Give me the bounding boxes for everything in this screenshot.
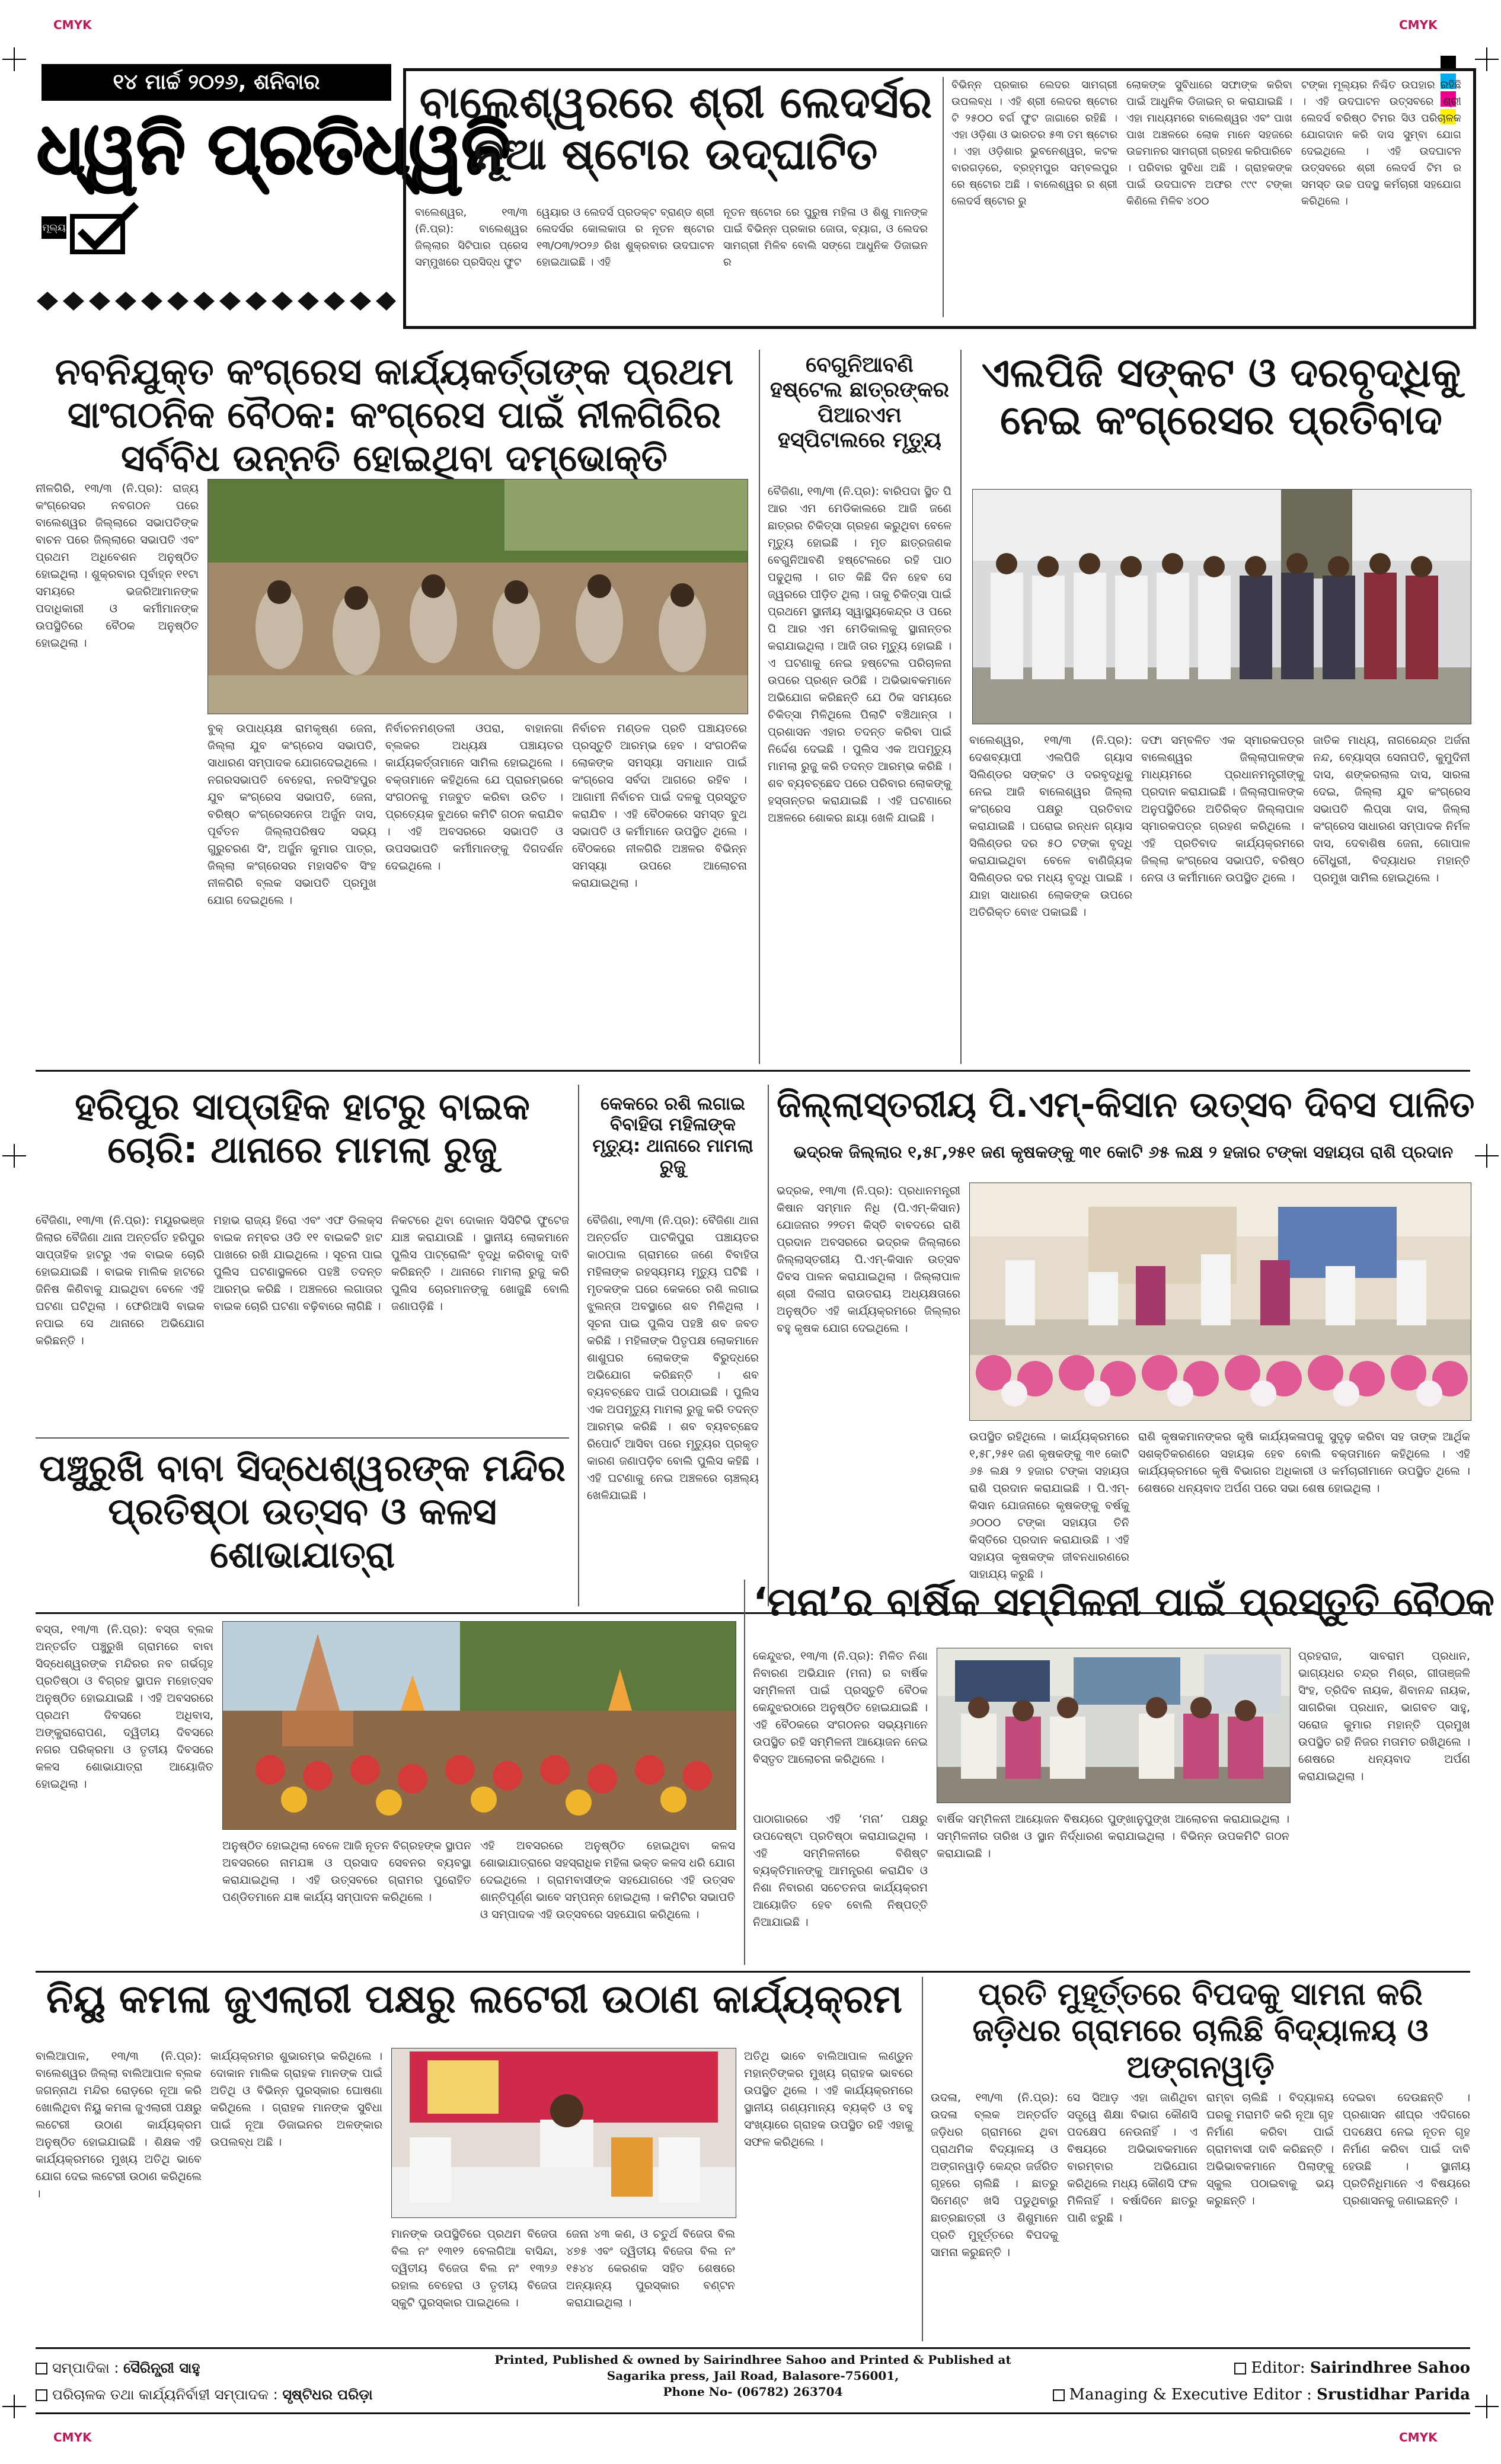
story9-col: ପାଠାଗାରରେ ଏହି ‘ମନା’ ପକ୍ଷରୁ ଉପଦେଷ୍ଟା ପ୍ରତିଷ୍ଠା କରାଯାଇଥିଲା । ଏହି ସମ୍ମିଳନୀରେ ବିଶିଷ୍ଟ ବ୍ୟକ୍ତିମାନଙ୍କୁ ଆମନ୍ତ୍ରଣ କରାଯିବ ଓ ନିଶା ନିବାରଣ ସଚେତନତା କାର୍ଯ୍ୟକ୍ରମ ଆୟୋଜିତ ହେବ ବୋଲି ନିଷ୍ପତ୍ତି ନିଆଯାଇଛି ।	[753, 1813, 928, 1929]
registration-mark	[2, 47, 26, 71]
column-rule	[578, 1085, 579, 1606]
story4-col: ଦଫା ସମ୍ବଳିତ ଏକ ସ୍ମାରକପତ୍ର ବାଲେଶ୍ୱର ଜିଲ୍ଲାପାଳଙ୍କ ମାଧ୍ୟମରେ ପ୍ରଧାନମନ୍ତ୍ରୀଙ୍କୁ ପ୍ରଦାନ କରାଯାଇଛି । ଜିଲ୍ଲାପାଳଙ୍କ ଅନୁପସ୍ଥିତିରେ ଅତିରିକ୍ତ ଜିଲ୍ଲାପାଳ ସ୍ମାରକପତ୍ର ଗ୍ରହଣ କରିଥିଲେ । ଏହି ପ୍ରତିବାଦ କାର୍ଯ୍ୟକ୍ରମରେ ଜିଲ୍ଲା କଂଗ୍ରେସ ସଭାପତି, ବରିଷ୍ଠ ନେତା ଓ କର୍ମୀମାନେ ଉପସ୍ଥିତ ଥିଲେ ।	[1141, 734, 1304, 884]
story11-col: ଉଦଳା, ୧୩/୩ (ନି.ପ୍ର): ଉଦଳା ବ୍ଲକ ଅନ୍ତର୍ଗତ ଜଡ଼ିଧର ଗ୍ରାମରେ ଥିବା ପ୍ରାଥମିକ ବିଦ୍ୟାଳୟ ଓ ଅଙ୍ଗନୱାଡ଼ି କେନ୍ଦ୍ର ଜର୍ଜରିତ ଗୃହରେ ଚାଲିଛି । ଛାତରୁ ସିମେଣ୍ଟ ଖସି ପଡୁଥିବାରୁ ଛାତ୍ରଛାତ୍ରୀ ଓ ଶିଶୁମାନେ ପ୍ରତି ମୁହୂର୍ତ୍ତରେ ବିପଦକୁ ସାମନା କରୁଛନ୍ତି ।	[931, 2091, 1058, 2259]
story9-headline: ‘ମନା’ର ବାର୍ଷିକ ସମ୍ମିଳନୀ ପାଇଁ ପ୍ରସ୍ତୁତି ବୈଠକ	[753, 1579, 1495, 1625]
story11-col: ରାମ୍ବା ଚାଲିଛି । ବିଦ୍ୟାଳୟ ଘରକୁ ମରାମତି କରି ନୂଆ ଗୃହ ନିର୍ମାଣ କରିବା ପାଇଁ ଗ୍ରାମବାସୀ ଦାବି କରିଛନ୍ତି । ଅଭିଭାବକମାନେ ପିଲାଙ୍କୁ ସ୍କୁଲ ପଠାଇବାକୁ ଭୟ କରୁଛନ୍ତି ।	[1206, 2091, 1334, 2207]
story8-headline: ପଞ୍ଚୁରୁଖି ବାବା ସିଦ୍ଧେଶ୍ୱରଙ୍କ ମନ୍ଦିର ପ୍ରତିଷ୍ଠା ଉତ୍ସବ ଓ କଳସ ଶୋଭାଯାତ୍ରା	[39, 1446, 566, 1577]
story6-headline: କେକରେ ରଶି ଲଗାଇ ବିବାହିତା ମହିଳାଙ୍କ ମୃତ୍ୟୁ: ଥାନାରେ ମାମଲା ରୁଜୁ	[592, 1094, 753, 1178]
story2-headline: ନବନିଯୁକ୍ତ କଂଗ୍ରେସ କାର୍ଯ୍ୟକର୍ତ୍ତାଙ୍କ ପ୍ରଥମ ସାଂଗଠନିକ ବୈଠକ: କଂଗ୍ରେସ ପାଇଁ ନୀଳଗିରିର ସର୍ବବିଧ ଉନ୍ନତି ହୋଇଥିବା ଦମ୍ଭୋକ୍ତି	[36, 350, 753, 468]
section-rule	[36, 2347, 1470, 2349]
registration-mark	[1475, 2395, 1499, 2418]
cmyk-label: CMYK	[1399, 2430, 1438, 2444]
story10-col: ବାଲିଆପାଳ, ୧୩/୩ (ନି.ପ୍ର): ବାଲେଶ୍ୱର ଜିଲ୍ଲା ବାଲିଆପାଳ ବ୍ଲକ ଜଗନ୍ନାଥ ମନ୍ଦିର ରୋଡ଼ରେ ନୂଆ କରି ଖୋଲିଥିବା ନିୟୁ କମଳା ଜୁଏଲାରୀ ପକ୍ଷରୁ ଲଟେରୀ ଉଠାଣ କାର୍ଯ୍ୟକ୍ରମ ଅନୁଷ୍ଠିତ ହୋଇଯାଇଛି । ଶିକ୍ଷକ ଏହି କାର୍ଯ୍ୟକ୍ରମରେ ମୁଖ୍ୟ ଅତିଥି ଭାବେ ଯୋଗ ଦେଇ ଲଟେରୀ ଉଠାଣ କରିଥିଲେ ।	[36, 2050, 202, 2200]
footer-managing-en	[1031, 2383, 1470, 2407]
footer-managing-label: ପରିଚାଳକ ତଥା କାର୍ଯ୍ୟନିର୍ବାହୀ ସମ୍ପାଦକ :	[52, 2386, 283, 2403]
story4-headline: ଏଲପିଜି ସଙ୍କଟ ଓ ଦରବୃଦ୍ଧିକୁ ନେଇ କଂଗ୍ରେସର ପ୍ରତିବାଦ	[981, 350, 1461, 445]
story10-col: ଅତିଥି ଭାବେ ବାଲିଆପାଳ ଲଣ୍ଡୁନ ମହାନ୍ତିଙ୍କର ମୁଖ୍ୟ ଗ୍ରାହକ ଭାବରେ ଉପସ୍ଥିତ ଥିଲେ । ଏହି କାର୍ଯ୍ୟକ୍ରମରେ ସ୍ଥାନୀୟ ଗଣ୍ୟମାନ୍ୟ ବ୍ୟକ୍ତି ଓ ବହୁ ସଂଖ୍ୟାରେ ଗ୍ରାହକ ଉପସ୍ଥିତ ରହି ଏହାକୁ ସଫଳ କରିଥିଲେ ।	[744, 2050, 913, 2149]
top-story-col: ନୂତନ ଷ୍ଟୋର ରେ ପୁରୁଷ ମହିଳା ଓ ଶିଶୁ ମାନଙ୍କ ପାଇଁ ବିଭିନ୍ନ ପ୍ରକାର ଜୋତା, ବ୍ୟାଗ, ଓ ଲେଦର ସାମଗ୍ରୀ ମିଳିବ ବୋଲି ସଙ୍ଗେ ଆଧୁନିକ ଡିଜାଇନ ର	[723, 206, 928, 269]
section-rule	[36, 1437, 569, 1439]
cmyk-label: CMYK	[53, 18, 92, 32]
decorative-diamond-row	[37, 289, 396, 313]
lpg-protest-photo	[972, 489, 1471, 724]
footer-editor-name: ସୈରିନ୍ଧ୍ରୀ ସାହୁ	[123, 2360, 200, 2376]
story7-col: ଉପସ୍ଥିତ ରହିଥିଲେ । କାର୍ଯ୍ୟକ୍ରମରେ ୧,୫୮,୨୫୧ ଜଣ କୃଷକଙ୍କୁ ୩୧ କୋଟି ୬୫ ଲକ୍ଷ ୨ ହଜାର ଟଙ୍କା ସହାୟତା ରାଶି ପ୍ରଦାନ କରାଯାଇଛି । ପି.ଏମ୍-କିସାନ ଯୋଜନାରେ କୃଷକଙ୍କୁ ବର୍ଷକୁ ୬୦୦୦ ଟଙ୍କା ସହାୟତା ତିନି କିସ୍ତିରେ ପ୍ରଦାନ କରାଯାଉଛି । ଏହି ସହାୟତା କୃଷକଙ୍କ ଜୀବନଧାରଣରେ ସାହାଯ୍ୟ କରୁଛି ।	[969, 1430, 1129, 1581]
pm-kisan-photo	[969, 1183, 1471, 1421]
story8-col: ବସ୍ତା, ୧୩/୩ (ନି.ପ୍ର): ବସ୍ତା ବ୍ଲକ ଅନ୍ତର୍ଗତ ପଞ୍ଚୁରୁଖି ଗ୍ରାମରେ ବାବା ସିଦ୍ଧେଶ୍ୱରଙ୍କ ମନ୍ଦିରର ନବ ଗର୍ଭଗୃହ ପ୍ରତିଷ୍ଠା ଓ ବିଗ୍ରହ ସ୍ଥାପନ ମହୋତ୍ସବ ଅନୁଷ୍ଠିତ ହୋଇଯାଇଛି । ଏହି ଅବସରରେ ପ୍ରଥମ ଦିବସରେ ଅଧିବାସ, ଅଙ୍କୁରାରୋପଣ, ଦ୍ୱିତୀୟ ଦିବସରେ ନଗର ପରିକ୍ରମା ଓ ତୃତୀୟ ଦିବସରେ କଳସ ଶୋଭାଯାତ୍ରା ଆୟୋଜିତ ହୋଇଥିଲା ।	[36, 1623, 213, 1791]
mana-meeting-photo	[937, 1648, 1291, 1803]
column-rule	[943, 77, 944, 317]
footer-editor-odia	[36, 2356, 451, 2380]
registration-mark	[2, 1144, 26, 1168]
masthead-logo: ଧ୍ୱନି ପ୍ରତିଧ୍ୱନି	[37, 107, 510, 190]
top-story-col: ଲୋକଙ୍କ ସୁବିଧାରେ ସଫାଙ୍କ କରିବା ପାଇଁ ଆଧୁନିକ ଡିଜାଇନ୍ ର କରାଯାଇଛି । ଏହା ମାଧ୍ୟମରେ ବାଲେଶ୍ୱର ଏବଂ ପାଖ ପାଖ ଅଞ୍ଚଳରେ ଲୋକ ମାନେ ସହଜରେ ଉଚ୍ଚମାନର ସାମଗ୍ରୀ ଗ୍ରହଣ କରିପାରିବେ । ପରିବାର ସୁବିଧା ଅଛି । ଗ୍ରାହକଙ୍କ ପାଇଁ ଉଦଘାଟନ ଅଫର ୯୯୯ ଟଙ୍କା କିଣିଲେ ମିଳିବ ୪୦୦	[1126, 79, 1292, 207]
footer-editor-en-name: Sairindhree Sahoo	[1310, 2359, 1470, 2377]
story2-col: ବୁକ୍ ଉପାଧ୍ୟକ୍ଷ ରାମକୃଷ୍ଣ ଜେନା, ଜିଲ୍ଲା ଯୁବ କଂଗ୍ରେସ ସଭାପତି, ସାଧାରଣ ସମ୍ପାଦକ ଯୋଗଦେଇଥିଲେ । ନଗରସଭାପତି ବେହେରା, ନରସିଂହପୁର ଯୁବ କଂଗ୍ରେସ ସଭାପତି, ଜେନା, ବରିଷ୍ଠ କଂଗ୍ରେସନେତା ଅର୍ଜୁନ ଦାସ, ପୂର୍ବତନ ଜିଲ୍ଲାପରିଷଦ ସଭ୍ୟ ଗୁରୁଚରଣ ସିଂ, ଅର୍ଜୁନ କୁମାର ପାତ୍ର, ଜିଲ୍ଲା କଂଗ୍ରେସର ମହାସଚିବ ସିଂହ ନୀଳଗିରି ବ୍ଲକ ସଭାପତି ପ୍ରମୁଖ ଯୋଗ ଦେଇଥିଲେ ।	[207, 722, 376, 907]
footer-box-icon	[1053, 2389, 1065, 2401]
cmyk-label: CMYK	[1399, 18, 1438, 32]
footer-imprint-line: Phone No- (06782) 263704	[663, 2385, 843, 2399]
story5-headline: ହରିପୁର ସାପ୍ତାହିକ ହାଟରୁ ବାଇକ ଚୋରି: ଥାନାରେ ମାମଲା ରୁଜୁ	[75, 1085, 530, 1172]
story6-body: ବୈଜିଣା, ୧୩/୩ (ନି.ପ୍ର): ବୈଜିଣା ଥାନା ଅନ୍ତର୍ଗତ ପାଟକିପୁରା ପଞ୍ଚାୟତର କାଠପାଲ ଗ୍ରାମରେ ଜଣେ ବିବାହିତା ମହିଳାଙ୍କ ରହସ୍ୟମୟ ମୃତ୍ୟୁ ଘଟିଛି । ମୃତକଙ୍କ ଘରେ କେକରେ ରଶି ଲଗାଇ ଝୁଲନ୍ତା ଅବସ୍ଥାରେ ଶବ ମିଳିଥିଲା । ସୂଚନା ପାଇ ପୁଲିସ ପହଞ୍ଚି ଶବ ଜବତ କରିଛି । ମହିଳାଙ୍କ ପିତୃପକ୍ଷ ଲୋକମାନେ ଶାଶୁଘର ଲୋକଙ୍କ ବିରୁଦ୍ଧରେ ଅଭିଯୋଗ କରିଛନ୍ତି । ଶବ ବ୍ୟବଚ୍ଛେଦ ପାଇଁ ପଠାଯାଇଛି । ପୁଲିସ ଏକ ଅପମୃତ୍ୟୁ ମାମଲା ରୁଜୁ କରି ତଦନ୍ତ ଆରମ୍ଭ କରିଛି । ଶବ ବ୍ୟବଚ୍ଛେଦ ରିପୋର୍ଟ ଆସିବା ପରେ ମୃତ୍ୟୁର ପ୍ରକୃତ କାରଣ ଜଣାପଡ଼ିବ ବୋଲି ପୁଲିସ କହିଛି । ଏହି ଘଟଣାକୁ ନେଇ ଅଞ୍ଚଳରେ ଚାଞ୍ଚଲ୍ୟ ଖେଳିଯାଇଛି ।	[587, 1214, 759, 1502]
congress-meeting-photo	[207, 479, 748, 714]
jewellery-lottery-photo	[391, 2048, 736, 2218]
story10-col: ମାନଙ୍କ ଉପସ୍ଥିତିରେ ପ୍ରଥମ ବିଜେତା ବିଲ ନଂ ୧୩୧୨ ବେଲଗିଆ ବାସିନ୍ଦା, ଦ୍ୱିତୀୟ ବିଜେତା ବିଲ ନଂ ୧୩୨୬ ରହାଲ ବେହେରା ଓ ତୃତୀୟ ବିଜେତା ସ୍କୁଟି ପୁରସ୍କାର ପାଇଥିଲେ ।	[391, 2227, 557, 2309]
column-rule	[744, 1580, 745, 1965]
checkmark-icon	[71, 202, 142, 255]
story9-col: ପ୍ରହରାଜ, ସାବରାମ ପ୍ରଧାନ, ଭାଗ୍ୟଧର ଚନ୍ଦ୍ର ମିଶ୍ର, ଗୀତାଞ୍ଜଳି ସିଂହ, ତ୍ରିଦିବ ନାୟକ, ଶିବାନନ୍ଦ ନାୟକ, ସାଗରିକା ପ୍ରଧାନ, ଭାଗବତ ସାହୁ, ସରୋଜ କୁମାର ମହାନ୍ତି ପ୍ରମୁଖ ଉପସ୍ଥିତ ରହି ନିଜର ମତାମତ ରଖିଥିଲେ । ଶେଷରେ ଧନ୍ୟବାଦ ଅର୍ପଣ କରାଯାଇଥିଲା ।	[1298, 1650, 1470, 1783]
story7-subhead: ଭଦ୍ରକ ଜିଲ୍ଲାର ୧,୫୮,୨୫୧ ଜଣ କୃଷକଙ୍କୁ ୩୧ କୋଟି ୬୫ ଲକ୍ଷ ୨ ହଜାର ଟଙ୍କା ସହାୟତା ରାଶି ପ୍ରଦାନ	[793, 1142, 1454, 1162]
footer-managing-en-label: Managing & Executive Editor :	[1069, 2386, 1317, 2404]
masthead-date: ୧୪ ମାର୍ଚ୍ଚ ୨୦୨୬, ଶନିବାର	[41, 64, 391, 101]
story11-col: ସେ ସିଆଡ଼ ଏହା ଜାଣିଥିବା ସତ୍ତ୍ୱେ ଶିକ୍ଷା ବିଭାଗ କୌଣସି ପଦକ୍ଷେପ ନେଉନାହିଁ । ଏ ବିଷୟରେ ଅଭିଭାବକମାନେ ବାରମ୍ବାର ଅଭିଯୋଗ କରିଥିଲେ ମଧ୍ୟ କୌଣସି ଫଳ ମିଳିନାହିଁ । ବର୍ଷାଦିନେ ଛାତରୁ ପାଣି ଝରୁଛି ।	[1067, 2091, 1197, 2225]
footer-imprint-line: Sagarika press, Jail Road, Balasore-756001,	[606, 2369, 899, 2383]
story11-col: ଦେଇବା ଦେଉଛନ୍ତି । ପ୍ରଶାସନ ଶୀଘ୍ର ଏଦିଗରେ ପଦକ୍ଷେପ ନେଇ ନୂତନ ଗୃହ ନିର୍ମାଣ କରିବା ପାଇଁ ଦାବି ହେଉଛି । ସ୍ଥାନୀୟ ପ୍ରତିନିଧିମାନେ ଏ ବିଷୟରେ ପ୍ରଶାସନକୁ ଜଣାଇଛନ୍ତି ।	[1343, 2091, 1470, 2207]
column-rule	[922, 1977, 923, 2341]
cmyk-label: CMYK	[53, 2430, 92, 2444]
footer-box-icon	[1234, 2363, 1246, 2374]
story2-col: ନିର୍ବାଚନ ମଣ୍ଡଳ ପ୍ରତି ପଞ୍ଚାୟତରେ ପ୍ରସ୍ତୁତି ଆରମ୍ଭ ହେବ । ସଂଗଠନିକ ଲୋକଙ୍କ ସମସ୍ୟା ସମାଧାନ ପାଇଁ କଂଗ୍ରେସ ସର୍ବଦା ଆଗରେ ରହିବ । ଆଗାମୀ ନିର୍ବାଚନ ପାଇଁ ଦଳକୁ ପ୍ରସ୍ତୁତ କରାଯିବ । ଏହି ବୈଠକରେ ସମସ୍ତ ବୁଥ ସଭାପତି ଓ କର୍ମୀମାନେ ଉପସ୍ଥିତ ଥିଲେ । ବୈଠକରେ ନୀଳଗିରି ଅଞ୍ଚଳର ବିଭିନ୍ନ ସମସ୍ୟା ଉପରେ ଆଲୋଚନା କରାଯାଇଥିଲା ।	[572, 722, 747, 890]
column-rule	[960, 350, 962, 1064]
footer-box-icon	[36, 2363, 47, 2374]
story8-col: ଏହି ଅବସରରେ ଅନୁଷ୍ଠିତ ହୋଇଥିବା କଳସ ଶୋଭାଯାତ୍ରାରେ ସହସ୍ରାଧିକ ମହିଳା ଭକ୍ତ କଳସ ଧରି ଯୋଗ ଦେଇଥିଲେ । ଗ୍ରାମବାସୀଙ୍କ ସହଯୋଗରେ ଏହି ଉତ୍ସବ ଶାନ୍ତିପୂର୍ଣ୍ଣ ଭାବେ ସମ୍ପନ୍ନ ହୋଇଥିଲା । କମିଟିର ସଭାପତି ଓ ସମ୍ପାଦକ ଏହି ଉତ୍ସବରେ ସହଯୋଗ କରିଥିଲେ ।	[480, 1839, 735, 1921]
registration-mark	[1475, 47, 1499, 71]
top-story-col: ବାଲେଶ୍ୱର, ୧୩/୩ (ନି.ପ୍ର): ବାଲେଶ୍ୱର ଜିଲ୍ଲାର ସିଟିପାର ପ୍ରେସ ସମ୍ମୁଖରେ ପ୍ରସିଦ୍ଧ ଫୁଟ	[415, 206, 528, 269]
top-story-headline: ବାଲେଶ୍ୱରରେ ଶ୍ରୀ ଲେଦର୍ସର ନୂଆ ଷ୍ଟୋର ଉଦ୍‌ଘାଟିତ	[419, 77, 932, 180]
footer-editor-en	[1031, 2356, 1470, 2380]
footer-editor-label: ସମ୍ପାଦିକା :	[52, 2360, 124, 2376]
story11-headline: ପ୍ରତି ମୁହୂର୍ତ୍ତରେ ବିପଦକୁ ସାମନା କରି ଜଡ଼ିଧର ଗ୍ରାମରେ ଚାଲିଛି ବିଦ୍ୟାଳୟ ଓ ଅଙ୍ଗନୱାଡ଼ି	[972, 1977, 1429, 2085]
story5-col: ମହାଭ ରାଜ୍ୟ ହିରୋ ଏବଂ ଏଫ ଡିଲକ୍ସ ବାଇକ ନମ୍ବର ଓଡି ୧୧ ବାଇକଟି ହାଟ ପାଖରେ ରଖି ଯାଇଥିଲେ । ସୂଚନା ପାଇ ପୁଲିସ ଘଟଣାସ୍ଥଳରେ ପହଞ୍ଚି ତଦନ୍ତ ଆରମ୍ଭ କରିଛି । ଅଞ୍ଚଳରେ ଲଗାତାର ବାଇକ ଚୋରି ଘଟଣା ବଢ଼ିବାରେ ଲାଗିଛି ।	[213, 1214, 382, 1313]
story10-headline: ନିୟୁ କମଳା ଜୁଏଲାରୀ ପକ୍ଷରୁ ଲଟେରୀ ଉଠାଣ କାର୍ଯ୍ୟକ୍ରମ	[46, 1976, 903, 2022]
story5-col: ନିକଟରେ ଥିବା ଦୋକାନ ସିସିଟିଭି ଫୁଟେଜ ଯାଞ୍ଚ କରାଯାଉଛି । ସ୍ଥାନୀୟ ଲୋକମାନେ ପୁଲିସ ପାଟ୍ରୋଲିଂ ବୃଦ୍ଧି କରିବାକୁ ଦାବି କରିଛନ୍ତି । ଥାନାରେ ମାମଲା ରୁଜୁ କରି ପୁଲିସ ଚୋରମାନଙ୍କୁ ଖୋଜୁଛି ବୋଲି ଜଣାପଡ଼ିଛି ।	[391, 1214, 569, 1313]
story8-col: ଅନୁଷ୍ଠିତ ହୋଇଥିଲା ବେଳେ ଆଜି ନୂତନ ବିଗ୍ରହଙ୍କ ସ୍ଥାପନ ଅବସରରେ ନାମଯଜ୍ଞ ଓ ପ୍ରସାଦ ସେବନର ବ୍ୟବସ୍ଥା କରାଯାଇଥିଲା । ଏହି ଉତ୍ସବରେ ଗ୍ରାମର ପୁରୋହିତ ପଣ୍ଡିତମାନେ ଯଜ୍ଞ କାର୍ଯ୍ୟ ସମ୍ପାଦନ କରିଥିଲେ ।	[222, 1839, 471, 1904]
story10-col: କାର୍ଯ୍ୟକ୍ରମର ଶୁଭାରମ୍ଭ କରିଥିଲେ । ଦୋକାନ ମାଲିକ ଗ୍ରାହକ ମାନଙ୍କ ପାଇଁ ଅତିଥି ଓ ବିଭିନ୍ନ ପୁରସ୍କାର ଘୋଷଣା କରିଥିଲେ । ଗ୍ରାହକ ମାନଙ୍କ ସୁବିଧା ପାଇଁ ନୂଆ ଡିଜାଇନର ଅଳଙ୍କାର ଉପଲବ୍ଧ ଅଛି ।	[210, 2050, 382, 2149]
story10-col: ଜେନା ୪୩ କଣ, ଓ ଚତୁର୍ଥ ବିଜେତା ବିଲ ୪୭୫ ଏବଂ ଦ୍ୱିତୀୟ ବିଜେତା ବିଲ ନଂ ୧୫୪୪ କେରଣକ ସହିତ ଶେଷରେ ଅନ୍ୟାନ୍ୟ ପୁରସ୍କାର ବଣ୍ଟନ କରାଯାଇଥିଲା ।	[566, 2227, 735, 2309]
story5-col: ବୈଜିଣା, ୧୩/୩ (ନି.ପ୍ର): ମୟୂରଭଞ୍ଜ ଜିଲାର ବୈଜିଣା ଥାନା ଅନ୍ତର୍ଗତ ହରିପୁର ସାପ୍ତାହିକ ହାଟରୁ ଏକ ବାଇକ ଚୋରି ହୋଇଯାଇଛି । ବାଇକ ମାଲିକ ହାଟରେ ଜିନିଷ କିଣିବାକୁ ଯାଇଥିବା ବେଳେ ଏହି ଘଟଣା ଘଟିଥିଲା । ଫେରିଆସି ବାଇକ ନପାଇ ସେ ଥାନାରେ ଅଭିଯୋଗ କରିଛନ୍ତି ।	[36, 1214, 205, 1347]
footer-editor-en-label: Editor:	[1251, 2359, 1310, 2377]
story7-col: ଭଦ୍ରକ, ୧୩/୩ (ନି.ପ୍ର): ପ୍ରଧାନମନ୍ତ୍ରୀ କିଷାନ ସମ୍ମାନ ନିଧି (ପି.ଏମ୍-କିସାନ) ଯୋଜନାର ୨୨ତମ କିସ୍ତି ବାବଦରେ ରାଶି ପ୍ରଦାନ ଅବସରରେ ଭଦ୍ରକ ଜିଲ୍ଲାରେ ଜିଲ୍ଲାସ୍ତରୀୟ ପି.ଏମ୍-କିସାନ ଉତ୍ସବ ଦିବସ ପାଳନ କରାଯାଇଥିଲା । ଜିଲ୍ଲାପାଳ ଶ୍ରୀ ଦିଲୀପ ରାଉତରାୟ ଅଧ୍ୟକ୍ଷତାରେ ଅନୁଷ୍ଠିତ ଏହି କାର୍ଯ୍ୟକ୍ରମରେ ଜିଲ୍ଲାର ବହୁ କୃଷକ ଯୋଗ ଦେଇଥିଲେ ।	[777, 1184, 960, 1335]
footer-managing-en-name: Srustidhar Parida	[1317, 2386, 1470, 2404]
top-story-col: ୱେୟାର ଓ ଲେଦର୍ସ ପ୍ରଡକ୍ଟ ବ୍ରାଣ୍ଡ ଶ୍ରୀ ଲେଦର୍ସର କୋଲକାତା ର ନୂତନ ଷ୍ଟୋର ୧୩/୦୩/୨୦୨୬ ରିଖ ଶୁକ୍ରବାର ଉଦଘାଟନ ହୋଇଥାଇଛି । ଏହି	[536, 206, 714, 269]
price-tag: ମୂଲ୍ୟ	[41, 216, 66, 239]
section-rule	[36, 2412, 1470, 2414]
column-rule	[768, 1085, 769, 1606]
footer-box-icon	[36, 2389, 47, 2401]
story3-headline: ବେଗୁନିଆବଣି ହଷ୍ଟେଲ ଛାତ୍ରଙ୍କର ପିଆରଏମ ହସ୍ପିଟାଲରେ ମୃତ୍ୟୁ	[769, 353, 950, 453]
registration-mark	[1475, 1144, 1499, 1168]
story4-col: ବାଲେଶ୍ୱର, ୧୩/୩ (ନି.ପ୍ର): ଦେଶବ୍ୟାପୀ ଏଲପିଜି ଗ୍ୟାସ ସିଲିଣ୍ଡର ସଙ୍କଟ ଓ ଦରବୃଦ୍ଧିକୁ ନେଇ ଆଜି ବାଲେଶ୍ୱର ଜିଲ୍ଲା କଂଗ୍ରେସ ପକ୍ଷରୁ ପ୍ରତିବାଦ କରାଯାଇଛି । ଘରୋଇ ରନ୍ଧନ ଗ୍ୟାସ ସିଲିଣ୍ଡର ଦର ୫୦ ଟଙ୍କା ବୃଦ୍ଧି କରାଯାଇଥିବା ବେଳେ ବାଣିଜ୍ୟିକ ସିଲିଣ୍ଡର ଦର ମଧ୍ୟ ବୃଦ୍ଧି ପାଇଛି । ଯାହା ସାଧାରଣ ଲୋକଙ୍କ ଉପରେ ଅତିରିକ୍ତ ବୋଝ ପକାଇଛି ।	[969, 734, 1132, 919]
story3-body: ବୈଜିଣା, ୧୩/୩ (ନି.ପ୍ର): ବାରିପଦା ସ୍ଥିତ ପି ଆର ଏମ ମେଡିକାଲରେ ଆଜି ଜଣେ ଛାତ୍ରର ଚିକିତ୍ସା ଗ୍ରହଣ କରୁଥିବା ବେଳେ ମୃତ୍ୟୁ ହୋଇଛି । ମୃତ ଛାତ୍ରଜଣକ ବେଗୁନିଆବଣି ହଷ୍ଟେଲରେ ରହି ପାଠ ପଢୁଥିଲା । ଗତ କିଛି ଦିନ ହେବ ସେ ଜ୍ୱରରେ ପୀଡ଼ିତ ଥିଲା । ତାକୁ ଚିକିତ୍ସା ପାଇଁ ପ୍ରଥମେ ସ୍ଥାନୀୟ ସ୍ୱାସ୍ଥ୍ୟକେନ୍ଦ୍ର ଓ ପରେ ପି ଆର ଏମ ମେଡିକାଲକୁ ସ୍ଥାନାନ୍ତର କରାଯାଇଥିଲା । ଆଜି ତାର ମୃତ୍ୟୁ ହୋଇଛି । ଏ ଘଟଣାକୁ ନେଇ ହଷ୍ଟେଲ ପରିଚାଳନା ଉପରେ ପ୍ରଶ୍ନ ଉଠିଛି । ଅଭିଭାବକମାନେ ଅଭିଯୋଗ କରିଛନ୍ତି ଯେ ଠିକ ସମୟରେ ଚିକିତ୍ସା ମିଳିଥିଲେ ପିଲାଟି ବଞ୍ଚିଥାନ୍ତା । ପ୍ରଶାସନ ଏହାର ତଦନ୍ତ କରିବା ପାଇଁ ନିର୍ଦ୍ଦେଶ ଦେଇଛି । ପୁଲିସ ଏକ ଅପମୃତ୍ୟୁ ମାମଲା ରୁଜୁ କରି ତଦନ୍ତ ଆରମ୍ଭ କରିଛି । ଶବ ବ୍ୟବଚ୍ଛେଦ ପରେ ପରିବାର ଲୋକଙ୍କୁ ହସ୍ତାନ୍ତର କରାଯାଇଛି । ଏହି ଘଟଣାରେ ଅଞ୍ଚଳରେ ଶୋକର ଛାୟା ଖେଳି ଯାଇଛି ।	[768, 485, 951, 824]
footer-managing-name: ସୃଷ୍ଟିଧର ପରିଡ଼ା	[282, 2386, 373, 2403]
top-story-col: ବିଭିନ୍ନ ପ୍ରକାର ଲେଦର ସାମଗ୍ରୀ ଉପଲବ୍ଧ । ଏହି ଶ୍ରୀ ଲେଦର ଷ୍ଟୋର ଟି ୨୫୦୦ ବର୍ଗ ଫୁଟ ଜାଗାରେ ରହିଛି । ଏହା ଓଡ଼ିଶା ଓ ଭାରତର ୫୩ ତମ ଷ୍ଟୋର । ଏହା ଓଡ଼ିଶାର ଭୁବନେଶ୍ୱର, କଟକ ବାରଗଡ଼ରେ, ବ୍ରହ୍ମପୁର ସମ୍ବଲପୁର ରେ ଷ୍ଟୋର ଅଛି । ବାଲେଶ୍ୱର ର ଶ୍ରୀ ଲେଦର୍ସ ଷ୍ଟୋର ରୁ	[951, 79, 1117, 207]
top-story-col: ଟଙ୍କା ମୂଲ୍ୟର ନିଶ୍ଚିତ ଉପହାର ରହିଛି । ଏହି ଉଦଘାଟନ ଉତ୍ସବରେ ଶ୍ରୀ ଲେଦର୍ସ ବରିଷ୍ଠ ଟିମର ସିଓ ପରିଚାଳକ ଯୋଗଦାନ କରି ଦାସ ସୁମ୍ବା ଯୋଗ ଦେଇଥିଲେ । ଏହି ଉଦଘାଟନ ଉତ୍ସବରେ ଶ୍ରୀ ଲେଦର୍ସ ଟିମ ର ସମସ୍ତ ଉଚ୍ଚ ପଦସ୍ଥ କର୍ମଚାରୀ ସହଯୋଗ କରିଥିଲେ ।	[1301, 79, 1461, 207]
story9-col: ବାର୍ଷିକ ସମ୍ମିଳନୀ ଆୟୋଜନ ବିଷୟରେ ପୁଙ୍ଖାନୁପୁଙ୍ଖ ଆଲୋଚନା କରାଯାଇଥିଲା । ସମ୍ମିଳନୀର ତାରିଖ ଓ ସ୍ଥାନ ନିର୍ଦ୍ଧାରଣ କରାଯାଇଥିଲା । ବିଭିନ୍ନ ଉପକମିଟି ଗଠନ କରାଯାଇଛି ।	[937, 1813, 1289, 1860]
footer-imprint-line: Printed, Published & owned by Sairindhree Sahoo and Printed & Published at	[494, 2353, 1011, 2367]
section-rule	[36, 1971, 1470, 1973]
story9-col: କେନ୍ଦୁଝର, ୧୩/୩ (ନି.ପ୍ର): ମିଳିତ ନିଶା ନିବାରଣ ଅଭିଯାନ (ମନା) ର ବାର୍ଷିକ ସମ୍ମିଳନୀ ପାଇଁ ପ୍ରସ୍ତୁତି ବୈଠକ କେନ୍ଦୁଝରଠାରେ ଅନୁଷ୍ଠିତ ହୋଇଯାଇଛି । ଏହି ବୈଠକରେ ସଂଗଠନର ସଭ୍ୟମାନେ ଉପସ୍ଥିତ ରହି ସମ୍ମିଳନୀ ଆୟୋଜନ ନେଇ ବିସ୍ତୃତ ଆଲୋଚନା କରିଥିଲେ ।	[753, 1650, 928, 1766]
column-rule	[759, 350, 760, 1064]
registration-mark	[2, 2395, 26, 2418]
story7-col: ରାଶି କୃଷକମାନଙ୍କର କୃଷି କାର୍ଯ୍ୟକଳାପକୁ ସୁଦୃଢ଼ କରିବା ସହ ତାଙ୍କ ଆର୍ଥିକ ସଶକ୍ତିକରଣରେ ସହାୟକ ହେବ ବୋଲି ବକ୍ତାମାନେ କହିଥିଲେ । ଏହି କାର୍ଯ୍ୟକ୍ରମରେ କୃଷି ବିଭାଗର ଅଧିକାରୀ ଓ କର୍ମଚାରୀମାନେ ଉପସ୍ଥିତ ଥିଲେ । ଶେଷରେ ଧନ୍ୟବାଦ ଅର୍ପଣ ପରେ ସଭା ଶେଷ ହୋଇଥିଲା ।	[1138, 1430, 1470, 1495]
footer-managing-odia	[36, 2383, 498, 2407]
story2-col: ନୀଳଗିରି, ୧୩/୩ (ନି.ପ୍ର): ରାଜ୍ୟ କଂଗ୍ରେସର ନବଗଠନ ପରେ ବାଲେଶ୍ୱର ଜିଲ୍ଲାରେ ସଭାପତିଙ୍କ ବାଚନ ପରେ ଜିଲ୍ଲାରେ ସଭାପତି ଏବଂ ପ୍ରଥମ ଅଧିବେଶନ ଅନୁଷ୍ଠିତ ହୋଇଥିଲା । ଶୁକ୍ରବାର ପୂର୍ବାହ୍ନ ୧୧ଟା ସମୟରେ ଭଜରିଆମାନଙ୍କ ପଦାଧିକାରୀ ଓ କର୍ମୀମାନଙ୍କ ଉପସ୍ଥିତିରେ ବୈଠକ ଅନୁଷ୍ଠିତ ହୋଇଥିଲା ।	[36, 482, 199, 650]
section-rule	[36, 1070, 1470, 1072]
temple-procession-photo	[222, 1621, 736, 1830]
story4-col: ଜାତିକ ମାଧ୍ୟ, ନାଗରେନ୍ଦ୍ର ଅର୍ଜନା ନନ୍ଦ, ବ୍ୟୋସ୍ତା ସେନାପତି, କୁମୁଦିନୀ ଦାସ, ଶଙ୍କରଲାଲ ଦାସ, ସାରଳା ଦେଇ, ଜିଲ୍ଲା ଯୁବ କଂଗ୍ରେସ ସଭାପତି ଲିପ୍ସା ଦାସ, ଜିଲ୍ଲା କଂଗ୍ରେସ ସାଧାରଣ ସମ୍ପାଦକ ନିର୍ମଳ ଦାସ, ଦେବାଶିଷ ଜେନା, ଗୋପାଳ ଚୌଧୁରୀ, ବିଦ୍ୟାଧର ମହାନ୍ତି ପ୍ରମୁଖ ସାମିଲ ହୋଇଥିଲେ ।	[1313, 734, 1470, 884]
story2-col: ନିର୍ବାଚନମଣ୍ଡଳୀ ଓପରା, ବାହାନଗା ବ୍ଲକର ଅଧ୍ୟକ୍ଷ ପଞ୍ଚାୟତର କାର୍ଯ୍ୟକର୍ତ୍ତାମାନେ ସାମିଲ ହୋଇଥିଲେ । ବକ୍ତାମାନେ କହିଥିଲେ ଯେ ପ୍ରାରମ୍ଭରେ ସଂଗଠନକୁ ମଜବୁତ କରିବା ଉଚିତ । ପ୍ରତ୍ୟେକ ବୁଥରେ କମିଟି ଗଠନ କରାଯିବ । ଏହି ଅବସରରେ ସଭାପତି ଓ ଉପସଭାପତି କର୍ମୀମାନଙ୍କୁ ଦିଗଦର୍ଶନ ଦେଇଥିଲେ ।	[385, 722, 563, 873]
footer-imprint	[492, 2352, 1014, 2417]
story7-headline: ଜିଲ୍ଲାସ୍ତରୀୟ ପି.ଏମ୍-କିସାନ ଉତ୍ସବ ଦିବସ ପାଳିତ	[777, 1084, 1475, 1126]
